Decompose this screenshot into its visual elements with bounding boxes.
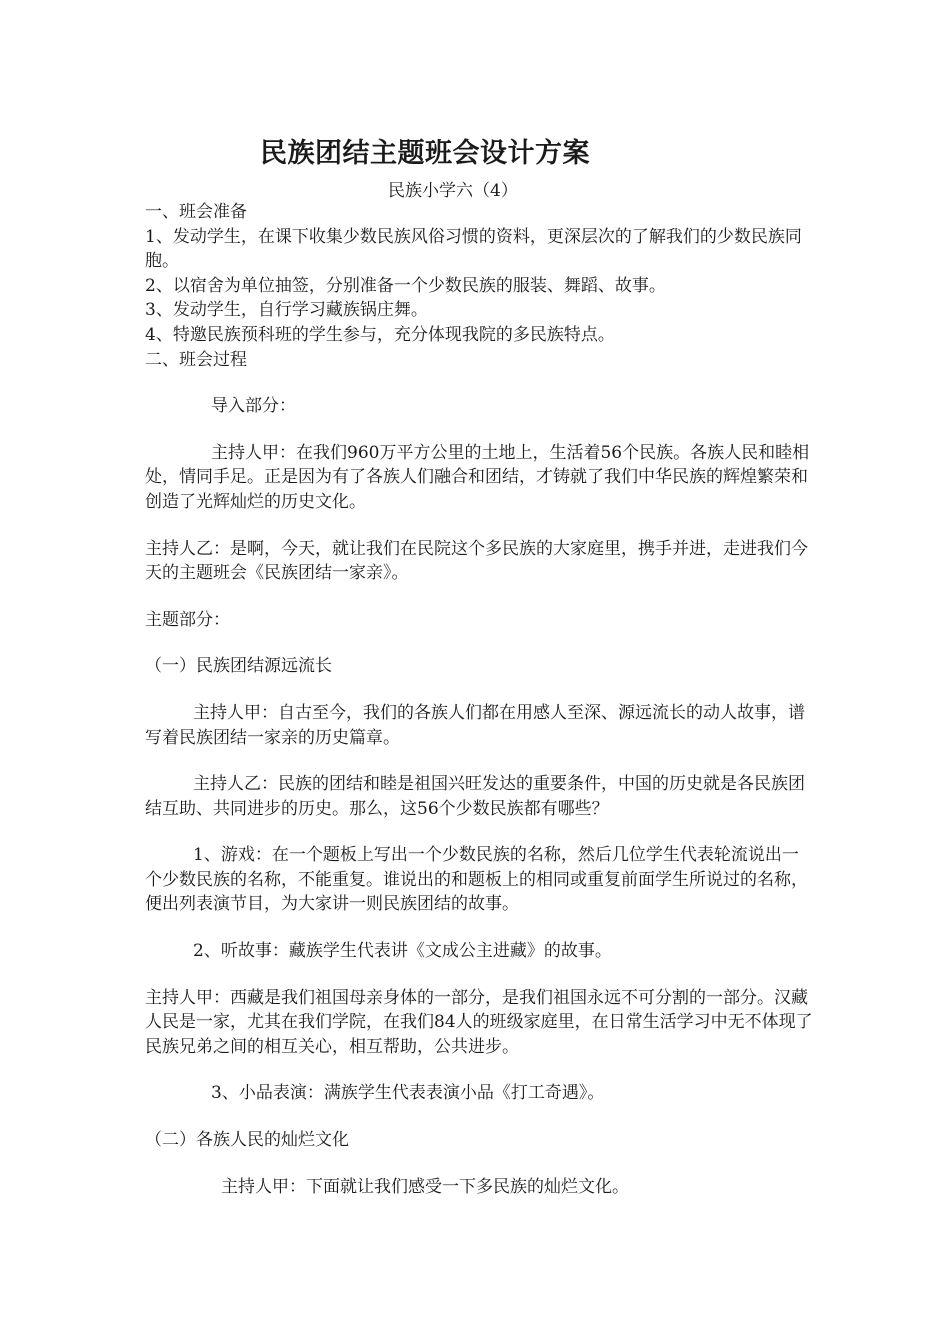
part2-heading: （二）各族人民的灿烂文化 bbox=[145, 1130, 349, 1151]
prep-heading: 一、班会准备 bbox=[145, 202, 247, 222]
document-title: 民族团结主题班会设计方案 bbox=[260, 138, 590, 169]
host-a-paragraph-3: 主持人甲：西藏是我们祖国母亲身体的一部分，是我们祖国永远不可分割的一部分。汉藏人民是一家，尤其在我们学院，在我们84人的班级家庭里，在日常生活学习中无不体现了民族兄弟之间的相互关心，相互帮助，公共进步。 bbox=[145, 987, 813, 1057]
game-paragraph: 1、游戏：在一个题板上写出一个少数民族的名称，然后几位学生代表轮流说出一个少数民族的名称，不能重复。谁说出的和题板上的相同或重复前面学生所说过的名称，便出列表演节目，为大家讲一则民族团结的故事。 bbox=[145, 845, 808, 915]
host-a-paragraph-1: 主持人甲：在我们960万平方公里的土地上，生活着56个民族。各族人民和睦相处，情同手足。正是因为有了各族人们融合和团结，才铸就了我们中华民族的辉煌繁荣和创造了光辉灿烂的历史文化。 bbox=[145, 442, 810, 512]
process-heading: 二、班会过程 bbox=[145, 349, 247, 370]
host-b-paragraph-2: 主持人乙：民族的团结和睦是祖国兴旺发达的重要条件，中国的历史就是各民族团结互助、共同进步的历史。那么，这56个少数民族都有哪些？ bbox=[145, 774, 805, 819]
prep-item-1: 1、发动学生，在课下收集少数民族风俗习惯的资料，更深层次的了解我们的少数民族同胞。 bbox=[145, 226, 802, 272]
host-b-paragraph-1: 主持人乙：是啊，今天，就让我们在民院这个多民族的大家庭里，携手并进，走进我们今天的主题班会《民族团结一家亲》。 bbox=[145, 538, 808, 584]
prep-item-3: 3、发动学生，自行学习藏族锅庄舞。 bbox=[145, 300, 428, 321]
skit-paragraph: 3、小品表演：满族学生代表表演小品《打工奇遇》。 bbox=[211, 1083, 605, 1104]
document-body bbox=[145, 200, 813, 1199]
main-label: 主题部分： bbox=[145, 609, 230, 630]
prep-item-2: 2、以宿舍为单位抽签，分别准备一个少数民族的服装、舞蹈、故事。 bbox=[145, 275, 666, 296]
prep-item-4: 4、特邀民族预科班的学生参与，充分体现我院的多民族特点。 bbox=[145, 324, 615, 345]
part1-heading: （一）民族团结源远流长 bbox=[145, 656, 332, 677]
story-paragraph: 2、听故事：藏族学生代表讲《文成公主进藏》的故事。 bbox=[193, 941, 612, 962]
intro-label: 导入部分： bbox=[211, 396, 296, 417]
host-a-paragraph-4: 主持人甲：下面就让我们感受一下多民族的灿烂文化。 bbox=[221, 1176, 629, 1197]
document-subtitle: 民族小学六（4） bbox=[388, 181, 518, 201]
host-a-paragraph-2: 主持人甲：自古至今，我们的各族人们都在用感人至深、源远流长的动人故事，谱写着民族团结一家亲的历史篇章。 bbox=[145, 702, 805, 748]
